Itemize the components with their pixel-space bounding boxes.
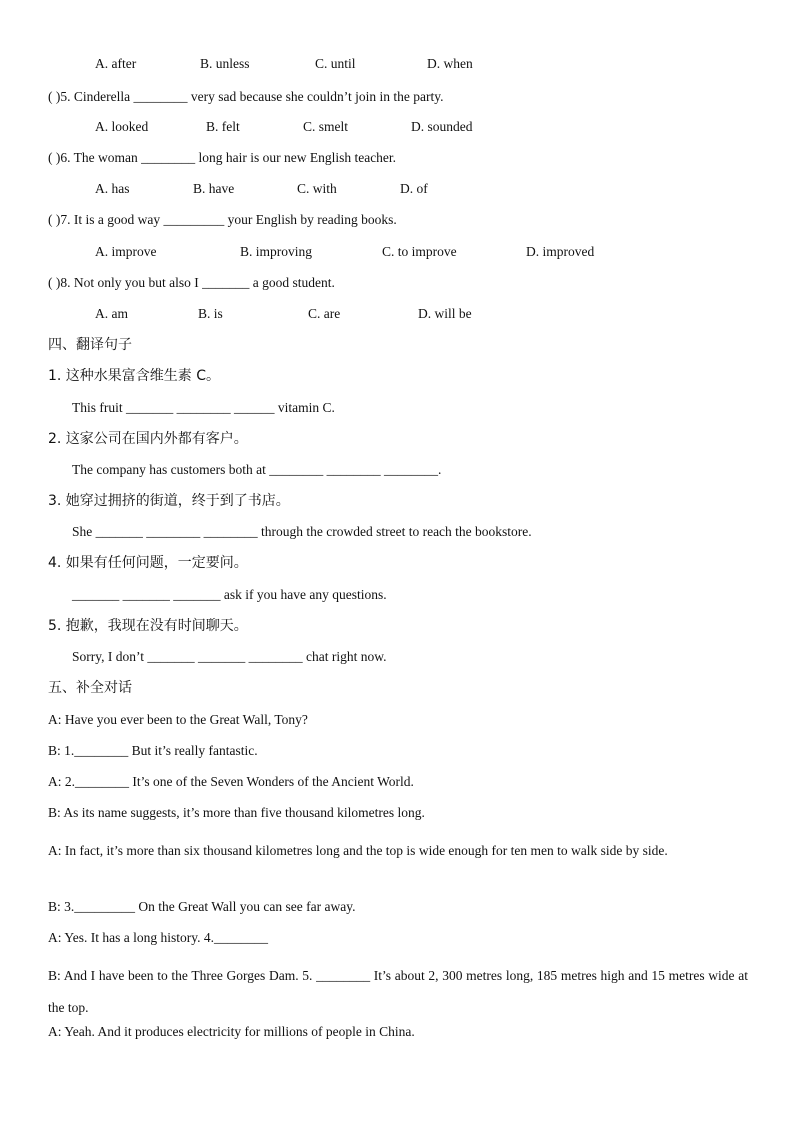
q6-stem: ( )6. The woman ________ long hair is our new English teacher.	[48, 150, 397, 165]
q6-option-b: B. have	[193, 181, 235, 196]
dialogue-line: A: In fact, it’s more than six thousand kilometres long and the top is wide enough for ten men to walk side by side.	[48, 843, 668, 858]
q7-option-c: C. to improve	[382, 244, 457, 259]
q5-option-a: A. looked	[95, 119, 149, 134]
translation-item-2-en: The company has customers both at ________ ________ ________.	[72, 462, 442, 477]
translation-heading: 四、翻译句子	[48, 337, 132, 353]
q8-option-a: A. am	[95, 306, 128, 321]
translation-item-3-en: She _______ ________ ________ through the crowded street to reach the bookstore.	[72, 524, 532, 539]
q6-option-a: A. has	[95, 181, 130, 196]
q7-option-d: D. improved	[526, 244, 595, 259]
translation-item-5-en: Sorry, I don’t _______ _______ ________ chat right now.	[72, 649, 387, 664]
dialogue-line: A: 2.________ It’s one of the Seven Wonders of the Ancient World.	[48, 774, 414, 789]
q4-option-d: D. when	[427, 56, 473, 71]
translation-item-1-cn: 1. 这种水果富含维生素 C。	[48, 368, 221, 384]
q4-option-b: B. unless	[200, 56, 250, 71]
q7-option-a: A. improve	[95, 244, 157, 259]
translation-item-4-en: _______ _______ _______ ask if you have any questions.	[72, 587, 387, 602]
translation-item-5-cn: 5. 抱歉，我现在没有时间聊天。	[48, 618, 248, 634]
dialogue-line: B: 3._________ On the Great Wall you can see far away.	[48, 899, 356, 914]
q5-stem: ( )5. Cinderella ________ very sad because she couldn’t join in the party.	[48, 89, 444, 104]
dialogue-line: B: As its name suggests, it’s more than five thousand kilometres long.	[48, 805, 425, 820]
q7-stem: ( )7. It is a good way _________ your English by reading books.	[48, 212, 397, 227]
q6-option-c: C. with	[297, 181, 337, 196]
dialogue-line: A: Yeah. And it produces electricity for millions of people in China.	[48, 1024, 415, 1039]
translation-item-2-cn: 2. 这家公司在国内外都有客户。	[48, 431, 248, 447]
q8-option-b: B. is	[198, 306, 223, 321]
dialogue-heading: 五、补全对话	[48, 680, 132, 696]
q5-option-b: B. felt	[206, 119, 240, 134]
q6-option-d: D. of	[400, 181, 428, 196]
q8-stem: ( )8. Not only you but also I _______ a good student.	[48, 275, 335, 290]
q4-option-a: A. after	[95, 56, 137, 71]
q7-option-b: B. improving	[240, 244, 313, 259]
translation-item-3-cn: 3. 她穿过拥挤的街道，终于到了书店。	[48, 493, 290, 509]
dialogue-line: B: And I have been to the Three Gorges Dam. 5. ________ It’s about 2, 300 metres long, 185 metres high and 15 metres wide at the top.	[48, 968, 748, 1015]
translation-item-4-cn: 4. 如果有任何问题，一定要问。	[48, 555, 248, 571]
dialogue-line: B: 1.________ But it’s really fantastic.	[48, 743, 258, 758]
q5-option-c: C. smelt	[303, 119, 349, 134]
dialogue-line: A: Yes. It has a long history. 4.________	[48, 930, 269, 945]
q8-option-c: C. are	[308, 306, 341, 321]
dialogue-line: A: Have you ever been to the Great Wall, Tony?	[48, 712, 308, 727]
q4-option-c: C. until	[315, 56, 356, 71]
q8-option-d: D. will be	[418, 306, 472, 321]
q5-option-d: D. sounded	[411, 119, 473, 134]
translation-item-1-en: This fruit _______ ________ ______ vitamin C.	[72, 400, 335, 415]
